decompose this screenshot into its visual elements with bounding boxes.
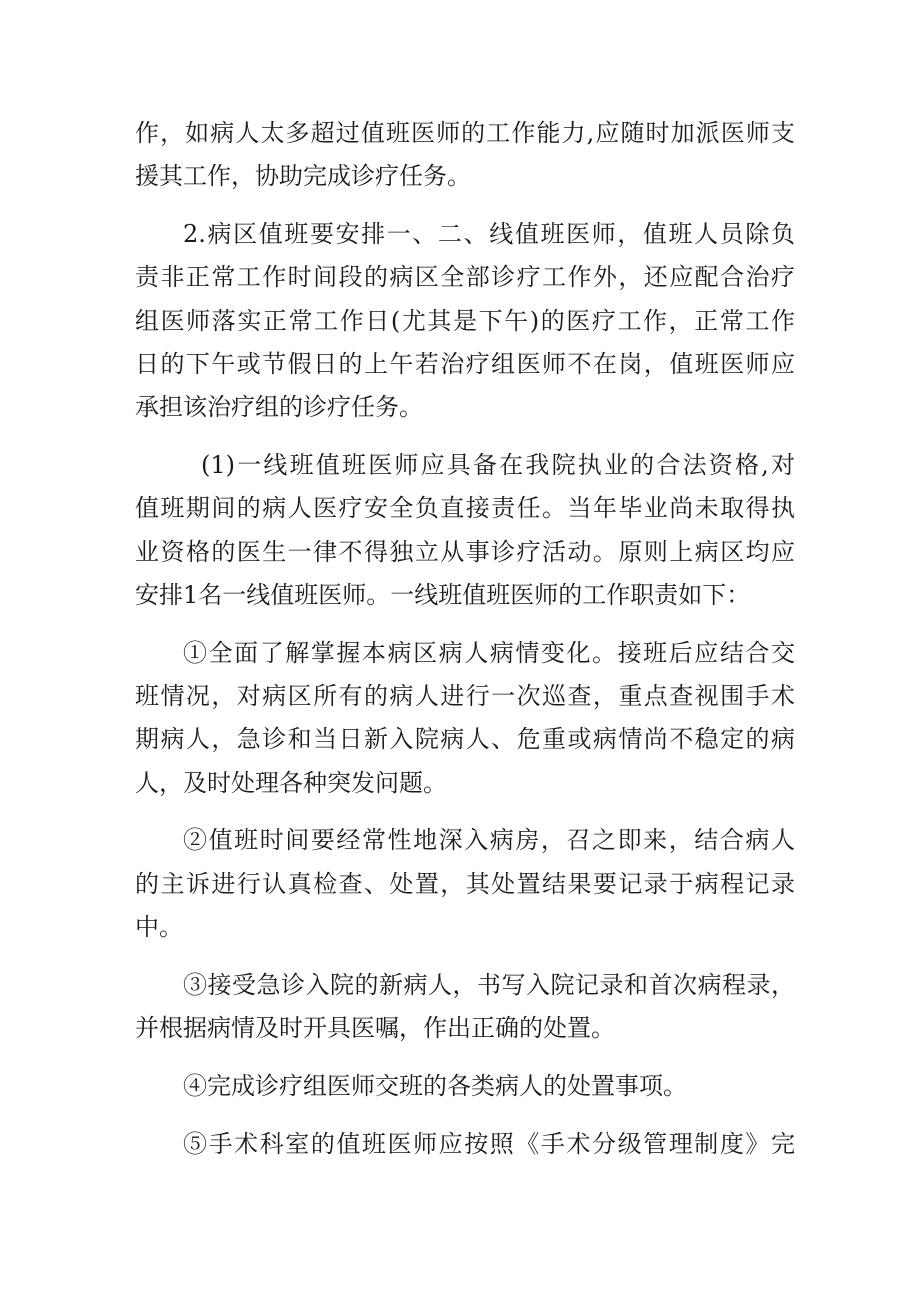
document-body: [135, 112, 795, 1166]
text-line: 班情况，对病区所有的病人进行一次巡查，重点查视围手术: [135, 682, 795, 711]
text-line: 承担该治疗组的诊疗任务。: [135, 393, 423, 422]
text-line: 人，及时处理各种突发问题。: [135, 768, 447, 797]
text-line: ④完成诊疗组医师交班的各类病人的处置事项。: [183, 1071, 687, 1100]
text-line: 2.病区值班要安排一、二、线值班医师，值班人员除负: [183, 220, 795, 249]
paragraph-item-3: [135, 964, 795, 1051]
paragraph-item-2: [135, 819, 795, 949]
text-line: ⑤手术科室的值班医师应按照《手术分级管理制度》完: [183, 1129, 795, 1158]
paragraph-first-line-duty: [135, 444, 795, 617]
text-line: 的主诉进行认真检查、处置，其处置结果要记录于病程记录: [135, 869, 795, 898]
text-line: ②值班时间要经常性地深入病房，召之即来，结合病人: [183, 826, 795, 855]
text-line: 值班期间的病人医疗安全负直接责任。当年毕业尚未取得执: [135, 494, 795, 523]
text-line: 期病人，急诊和当日新入院病人、危重或病情尚不稳定的病: [135, 725, 795, 754]
text-line: (1)一线班值班医师应具备在我院执业的合法资格,对: [201, 451, 795, 480]
paragraph-item-5: [135, 1123, 795, 1166]
paragraph-continuation: [135, 112, 795, 199]
paragraph-section-2: [135, 213, 795, 429]
text-line: 作，如病人太多超过值班医师的工作能力,应随时加派医师支: [135, 119, 795, 147]
text-line: ①全面了解掌握本病区病人病情变化。接班后应结合交: [183, 638, 795, 667]
text-line: 援其工作，协助完成诊疗任务。: [135, 162, 471, 191]
text-line: 中。: [135, 913, 183, 942]
text-line: 并根据病情及时开具医嘱，作出正确的处置。: [135, 1014, 615, 1043]
paragraph-item-4: [135, 1065, 795, 1108]
paragraph-item-1: [135, 632, 795, 805]
text-line: 责非正常工作时间段的病区全部诊疗工作外，还应配合治疗: [135, 263, 795, 292]
text-line: 业资格的医生一律不得独立从事诊疗活动。原则上病区均应: [135, 537, 795, 566]
text-line: 组医师落实正常工作日(尤其是下午)的医疗工作，正常工作: [135, 306, 795, 335]
text-line: 安排1名一线值班医师。一线班值班医师的工作职责如下：: [135, 580, 751, 609]
text-line: ③接受急诊入院的新病人，书写入院记录和首次病程录，: [183, 970, 795, 999]
text-line: 日的下午或节假日的上午若治疗组医师不在岗，值班医师应: [135, 349, 795, 378]
